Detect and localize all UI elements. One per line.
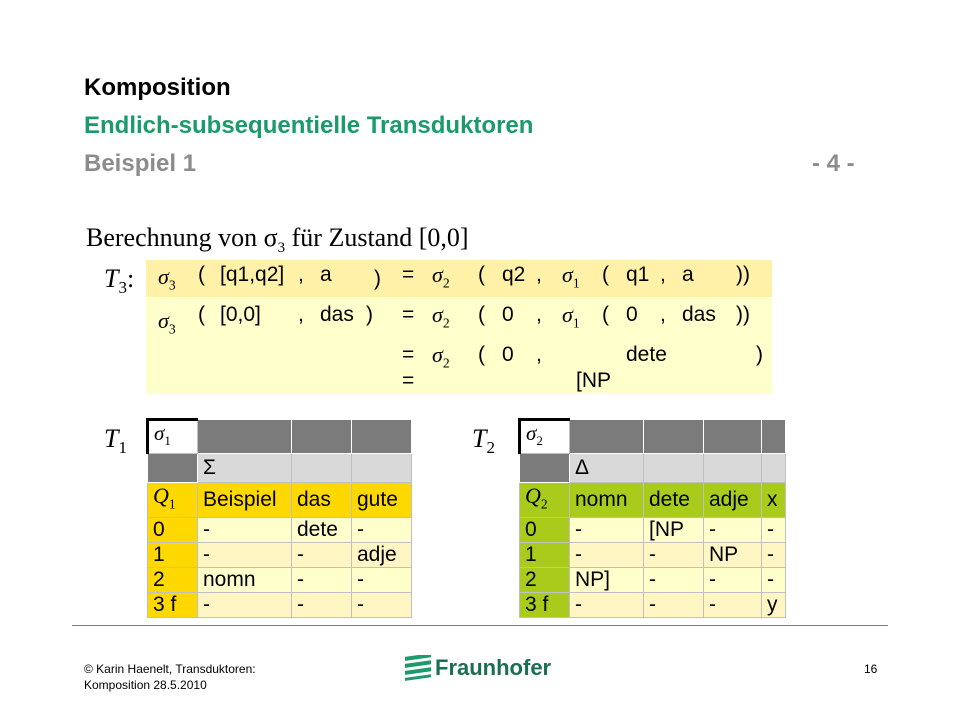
- t2-state-header: $Q_2$: [520, 483, 570, 518]
- t1-cell: -: [352, 568, 412, 593]
- sigma2-symbol: $\sigma_2$: [432, 342, 450, 371]
- t2-state: 2: [520, 568, 570, 593]
- comma: ,: [660, 263, 666, 286]
- state-pair: [q1,q2]: [220, 263, 285, 286]
- t2-state: 1: [520, 543, 570, 568]
- t2-cell: y: [762, 593, 786, 618]
- input-word: das: [320, 303, 354, 326]
- state-q2: q2: [502, 263, 526, 286]
- footer-divider: [72, 625, 888, 626]
- t2-cell: -: [570, 543, 644, 568]
- sigma1-symbol: $\sigma_1$: [562, 262, 580, 291]
- paren: )): [736, 303, 750, 326]
- equals: =: [402, 343, 415, 366]
- input-symbol: a: [682, 263, 694, 286]
- t2-cell: -: [762, 543, 786, 568]
- t1-cell: -: [198, 543, 292, 568]
- t2-cell: -: [644, 568, 704, 593]
- t1-cell: -: [292, 568, 352, 593]
- table-row: [148, 543, 412, 568]
- t1-col-header: das: [292, 483, 352, 518]
- t2-cell: -: [704, 568, 762, 593]
- t1-sigma-cell: $\sigma_1$: [148, 420, 198, 454]
- paren: ): [374, 267, 381, 290]
- equals: =: [402, 369, 415, 392]
- t2-cell: NP]: [570, 568, 644, 593]
- fraunhofer-logo-text: Fraunhofer: [435, 655, 552, 680]
- t1-cell: -: [198, 518, 292, 543]
- t2-cell: -: [762, 568, 786, 593]
- t2-col-header: dete: [644, 483, 704, 518]
- input-word: das: [682, 303, 716, 326]
- t1-cell: nomn: [198, 568, 292, 593]
- table-row: [520, 543, 786, 568]
- t2-cell: -: [704, 518, 762, 543]
- t2-cell: -: [704, 593, 762, 618]
- paren: ): [366, 303, 373, 326]
- comma: ,: [298, 303, 304, 326]
- t2-alphabet: Δ: [570, 454, 644, 483]
- comma: ,: [660, 303, 666, 326]
- paren: (: [198, 263, 205, 286]
- sigma1-symbol: $\sigma_1$: [562, 302, 580, 331]
- equals: =: [402, 303, 415, 326]
- paren: (: [478, 343, 485, 366]
- equals: =: [402, 263, 415, 286]
- t1-state-header: $Q_1$: [148, 483, 198, 518]
- sigma3-symbol: $\sigma_3$: [158, 308, 176, 337]
- comma: ,: [298, 263, 304, 286]
- t2-cell: -: [644, 543, 704, 568]
- paren: (: [602, 303, 609, 326]
- t1-table: [146, 418, 412, 618]
- t2-table: [518, 418, 786, 618]
- page-marker: - 4 -: [812, 150, 855, 177]
- table-row: [148, 568, 412, 593]
- t1-cell: -: [352, 518, 412, 543]
- sigma3-symbol: $\sigma_3$: [158, 264, 176, 293]
- slide-title: Komposition: [84, 74, 231, 101]
- t1-label: $T_1$: [104, 424, 127, 458]
- t1-cell: -: [292, 543, 352, 568]
- table-row: [148, 518, 412, 543]
- paren: (: [478, 263, 485, 286]
- t1-cell: -: [292, 593, 352, 618]
- t2-cell: [NP: [644, 518, 704, 543]
- state-zero: 0: [502, 343, 514, 366]
- t1-state: 2: [148, 568, 198, 593]
- comma: ,: [536, 343, 542, 366]
- t2-cell: NP: [704, 543, 762, 568]
- output-dete: dete: [626, 343, 667, 366]
- t1-cell: adje: [352, 543, 412, 568]
- t1-state: 0: [148, 518, 198, 543]
- comma: ,: [536, 263, 542, 286]
- table-row: [148, 593, 412, 618]
- t3-label: $T_3$:: [104, 264, 135, 298]
- t2-col-header: adje: [704, 483, 762, 518]
- footer-copyright: © Karin Haenelt, Transduktoren: Komposition 28.5.2010: [84, 662, 256, 692]
- t2-col-header: nomn: [570, 483, 644, 518]
- paren: ): [756, 343, 763, 366]
- t1-col-header: Beispiel: [198, 483, 292, 518]
- paren: )): [736, 263, 750, 286]
- t1-cell: -: [352, 593, 412, 618]
- t2-cell: -: [570, 518, 644, 543]
- t1-state: 1: [148, 543, 198, 568]
- slide-subtitle: Endlich-subsequentielle Transduktoren: [84, 112, 534, 139]
- t2-cell: -: [762, 518, 786, 543]
- t2-sigma-cell: $\sigma_2$: [520, 420, 570, 454]
- paren: (: [198, 303, 205, 326]
- heading: Berechnung von $\sigma_3$ für Zustand [0,0]: [86, 223, 469, 257]
- table-row: [520, 518, 786, 543]
- t2-cell: -: [644, 593, 704, 618]
- state-zero: 0: [626, 303, 638, 326]
- comma: ,: [536, 303, 542, 326]
- sigma2-symbol: $\sigma_2$: [432, 302, 450, 331]
- t2-label: $T_2$: [472, 424, 495, 458]
- state-pair: [0,0]: [220, 303, 261, 326]
- paren: (: [478, 303, 485, 326]
- t1-col-header: gute: [352, 483, 412, 518]
- t2-state: 0: [520, 518, 570, 543]
- t2-state: 3 f: [520, 593, 570, 618]
- output-np: [NP: [576, 369, 612, 392]
- input-symbol: a: [320, 263, 332, 286]
- t2-cell: -: [570, 593, 644, 618]
- table-row: [520, 568, 786, 593]
- state-zero: 0: [502, 303, 514, 326]
- sigma2-symbol: $\sigma_2$: [432, 262, 450, 291]
- fraunhofer-logo-icon: [404, 655, 432, 681]
- state-q1: q1: [626, 263, 650, 286]
- t1-cell: -: [198, 593, 292, 618]
- table-row: [520, 593, 786, 618]
- slide-section: Beispiel 1: [84, 150, 197, 177]
- paren: (: [602, 263, 609, 286]
- slide-number: 16: [864, 662, 878, 676]
- t1-alphabet: Σ: [198, 454, 292, 483]
- t2-col-header: x: [762, 483, 786, 518]
- t1-cell: dete: [292, 518, 352, 543]
- t1-state: 3 f: [148, 593, 198, 618]
